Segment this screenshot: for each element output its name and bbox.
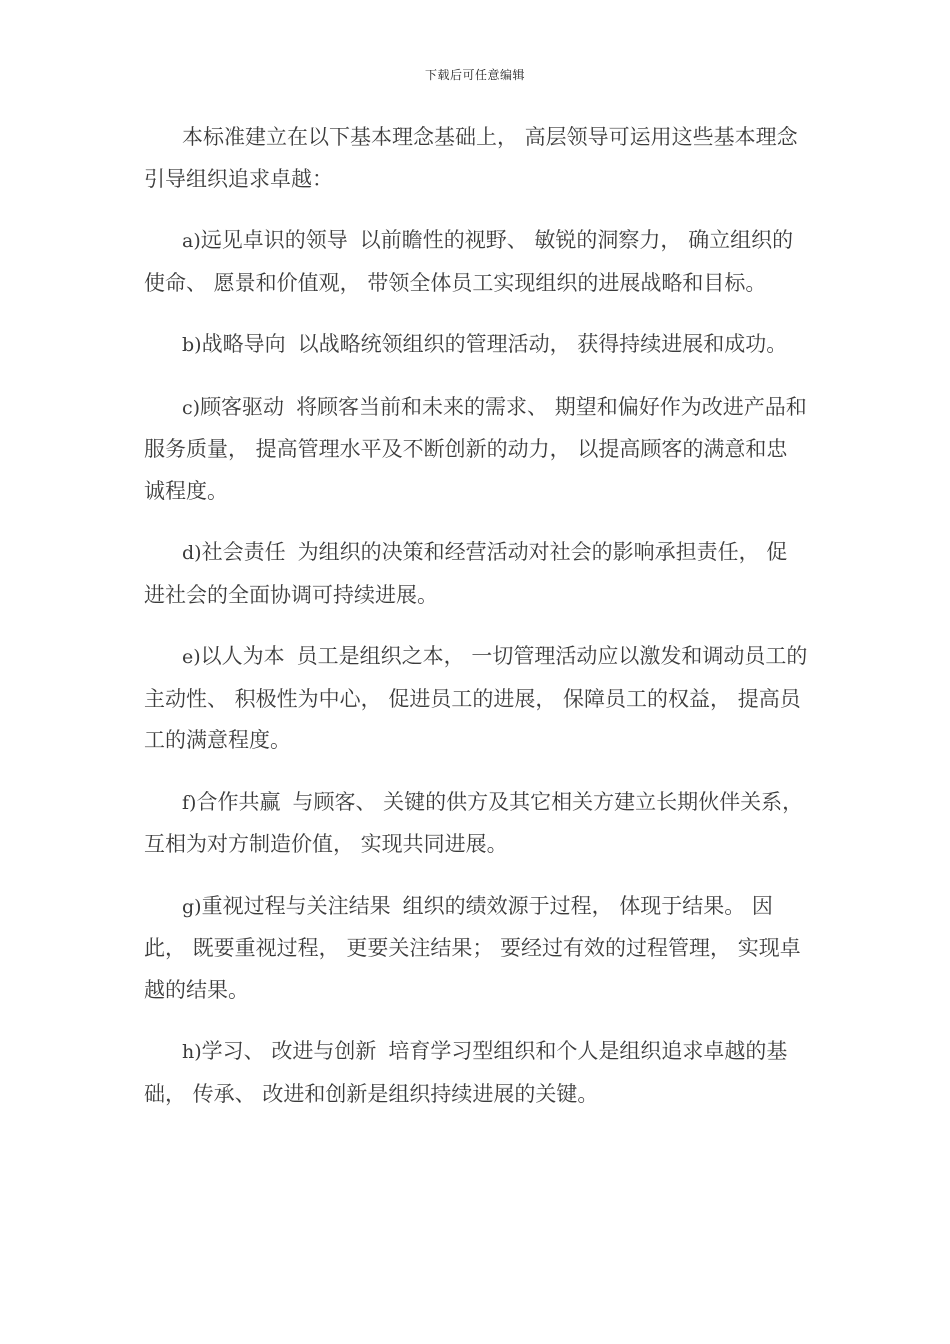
item-tag: h) <box>182 1041 202 1063</box>
item-text: 将顾客当前和未来的需求、 期望和偏好作为改进产品和服务质量， 提高管理水平及不断创新的动力， 以提高顾客的满意和忠诚程度。 <box>144 394 807 503</box>
principle-item-h <box>144 1031 808 1115</box>
item-lead: 远见卓识的领导 <box>200 228 348 252</box>
item-tag: b) <box>182 334 202 356</box>
item-tag: e) <box>182 646 201 668</box>
item-tag: a) <box>182 230 201 252</box>
item-text: 组织的绩效源于过程， 体现于结果。 因此， 既要重视过程， 更要关注结果； 要经过有效的过程管理， 实现卓越的结果。 <box>144 893 801 1002</box>
principle-item-b <box>144 324 808 367</box>
item-text: 员工是组织之本， 一切管理活动应以激发和调动员工的主动性、 积极性为中心， 促进员工的进展， 保障员工的权益， 提高员工的满意程度。 <box>144 644 808 752</box>
page-header-note: 下载后可任意编辑 <box>424 68 525 82</box>
principle-item-a <box>144 220 808 304</box>
item-text: 与顾客、 关键的供方及其它相关方建立长期伙伴关系， 互相为对方制造价值， 实现共同进展。 <box>144 789 804 856</box>
principle-item-f <box>144 782 808 866</box>
document-body <box>144 117 808 1135</box>
intro-paragraph: 本标准建立在以下基本理念基础上， 高层领导可运用这些基本理念引导组织追求卓越： <box>144 125 798 191</box>
item-text: 为组织的决策和经营活动对社会的影响承担责任， 促进社会的全面协调可持续进展。 <box>144 540 788 607</box>
principle-item-g <box>144 886 808 1012</box>
item-text: 以前瞻性的视野、 敏锐的洞察力， 确立组织的使命、 愿景和价值观， 带领全体员工实现组织的进展战略和目标。 <box>144 228 794 295</box>
principle-item-e <box>144 636 808 762</box>
item-lead: 战略导向 <box>201 332 286 356</box>
item-lead: 社会责任 <box>201 540 286 564</box>
item-lead: 以人为本 <box>200 644 285 668</box>
item-tag: d) <box>182 542 202 564</box>
principle-item-c <box>144 387 808 513</box>
item-lead: 学习、 改进与创新 <box>201 1039 377 1063</box>
item-text: 培育学习型组织和个人是组织追求卓越的基础， 传承、 改进和创新是组织持续进展的关键。 <box>144 1039 788 1106</box>
item-lead: 重视过程与关注结果 <box>201 893 391 918</box>
item-tag: f) <box>182 791 197 814</box>
item-lead: 顾客驱动 <box>200 394 285 419</box>
item-tag: c) <box>182 396 201 419</box>
item-tag: g) <box>182 895 202 918</box>
item-lead: 合作共赢 <box>196 789 281 814</box>
principle-item-d <box>144 532 808 616</box>
item-text: 以战略统领组织的管理活动， 获得持续进展和成功。 <box>297 332 788 356</box>
